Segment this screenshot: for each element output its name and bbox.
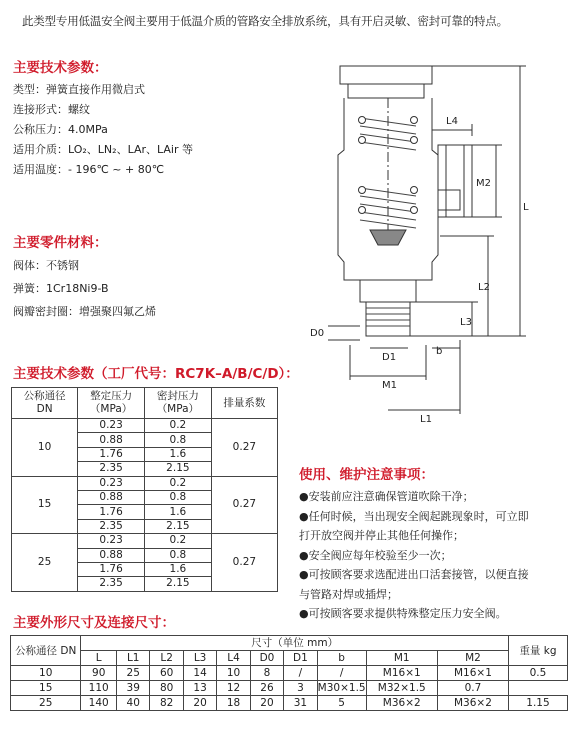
seal-pressure-cell: 0.8 xyxy=(144,490,211,504)
seal-pressure-cell: 0.8 xyxy=(144,548,211,562)
dimension-cell: 39 xyxy=(116,681,149,696)
dimension-col-header: L xyxy=(81,651,117,666)
coefficient-cell: 0.27 xyxy=(211,419,277,477)
seal-pressure-cell: 2.15 xyxy=(144,577,211,591)
dimension-cell: M16×1 xyxy=(366,666,437,681)
dimension-col-header: L2 xyxy=(150,651,183,666)
dn-cell: 25 xyxy=(12,534,78,592)
seal-pressure-cell: 0.8 xyxy=(144,433,211,447)
set-pressure-cell: 2.35 xyxy=(78,519,145,533)
param-line: 适用介质：LO₂、LN₂、LAr、LAir 等 xyxy=(13,143,193,156)
table-row xyxy=(11,696,568,711)
dn-cell: 10 xyxy=(12,419,78,477)
set-pressure-cell: 2.35 xyxy=(78,462,145,476)
dim-M2: M2 xyxy=(476,178,491,189)
seal-pressure-cell: 2.15 xyxy=(144,519,211,533)
note-line: 打开放空阀并停止其他任何操作； xyxy=(299,529,464,542)
dimension-cell: M32×1.5 xyxy=(366,681,437,696)
dimension-cell: 14 xyxy=(183,666,216,681)
table-row xyxy=(12,476,278,490)
notes-title: 使用、维护注意事项： xyxy=(299,467,434,483)
seal-pressure-cell: 0.2 xyxy=(144,419,211,433)
dimension-cell: M36×2 xyxy=(437,696,508,711)
dimension-cell: 140 xyxy=(81,696,117,711)
dim-b: b xyxy=(436,346,443,357)
dimension-cell: 8 xyxy=(250,666,283,681)
dn-cell: 15 xyxy=(12,476,78,534)
dimension-cell: 1.15 xyxy=(508,696,567,711)
dimension-cell: 40 xyxy=(116,696,149,711)
dim-L3: L3 xyxy=(460,317,472,328)
table1-header: 密封压力 （MPa） xyxy=(144,388,211,419)
dimension-cell: M16×1 xyxy=(437,666,508,681)
note-line: 与管路对焊或插焊； xyxy=(299,587,398,601)
dim-L1: L1 xyxy=(420,414,432,425)
table-row xyxy=(11,681,568,696)
seal-pressure-cell: 0.2 xyxy=(144,476,211,490)
dimension-col-header: L3 xyxy=(183,651,216,666)
material-line: 弹簧：1Cr18Ni9-B xyxy=(13,282,109,295)
dimension-cell: 15 xyxy=(11,681,81,696)
table2-title: 主要外形尺寸及连接尺寸： xyxy=(13,615,175,631)
valve-body xyxy=(338,98,460,280)
dimension-cell: 60 xyxy=(150,666,183,681)
note-line: ●安装前应注意确保管道吹除干净； xyxy=(299,490,474,503)
table1-header: 排量系数 xyxy=(211,388,277,419)
set-pressure-cell: 1.76 xyxy=(78,447,145,461)
main-params-section xyxy=(13,56,193,180)
outlet-fitting xyxy=(438,145,472,217)
table-row xyxy=(12,419,278,433)
dimension-col-header: L1 xyxy=(116,651,149,666)
dimension-cell: 80 xyxy=(150,681,183,696)
dimension-col-header: D0 xyxy=(250,651,283,666)
dimension-cell: 10 xyxy=(217,666,250,681)
valve-drawing xyxy=(300,40,570,430)
set-pressure-cell: 0.88 xyxy=(78,490,145,504)
set-pressure-cell: 1.76 xyxy=(78,505,145,519)
dimension-cell: M36×2 xyxy=(366,696,437,711)
intro-text: 此类型专用低温安全阀主要用于低温介质的管路安全排放系统，具有开启灵敏、密封可靠的特点。 xyxy=(22,14,508,28)
coefficient-cell: 0.27 xyxy=(211,476,277,534)
dim-L4: L4 xyxy=(446,116,458,127)
dimension-cell: 20 xyxy=(250,696,283,711)
inlet-thread xyxy=(366,302,410,336)
dimension-col-header: L4 xyxy=(217,651,250,666)
dimension-col-header: b xyxy=(317,651,366,666)
dim-M1: M1 xyxy=(382,380,397,391)
table-row xyxy=(11,666,568,681)
note-line: ●安全阀应每年校验至少一次； xyxy=(299,548,452,562)
dimension-cell: 0.7 xyxy=(437,681,508,696)
param-line: 公称压力：4.0MPa xyxy=(13,123,108,136)
table-row xyxy=(12,534,278,548)
dimension-cell: 25 xyxy=(11,696,81,711)
dim-L: L xyxy=(523,202,529,213)
param-line: 类型：弹簧直接作用微启式 xyxy=(13,83,145,96)
set-pressure-cell: 1.76 xyxy=(78,562,145,576)
dimension-cell: 13 xyxy=(183,681,216,696)
dimension-cell: 90 xyxy=(81,666,117,681)
note-line: ●可按顾客要求提供特殊整定压力安全阀。 xyxy=(299,607,507,620)
materials-title: 主要零件材料： xyxy=(13,235,108,251)
dn-header: 公称通径 DN xyxy=(11,636,81,666)
material-line: 阀体：不锈钢 xyxy=(13,259,79,272)
dimension-cell: 31 xyxy=(284,696,317,711)
weight-header: 重量 kg xyxy=(508,636,567,666)
seal-pressure-cell: 0.2 xyxy=(144,534,211,548)
dim-D0: D0 xyxy=(310,328,325,339)
seal-pressure-cell: 2.15 xyxy=(144,462,211,476)
dimension-col-header: M2 xyxy=(437,651,508,666)
note-line: ●任何时候，当出现安全阀起跳现象时，可立即 xyxy=(299,509,529,523)
dimension-cell: 110 xyxy=(81,681,117,696)
dimension-col-header: D1 xyxy=(284,651,317,666)
dimension-cell: / xyxy=(317,666,366,681)
set-pressure-cell: 0.88 xyxy=(78,433,145,447)
dimension-cell: 20 xyxy=(183,696,216,711)
set-pressure-cell: 0.23 xyxy=(78,476,145,490)
materials-section xyxy=(13,231,156,323)
note-line: ●可按顾客要求选配进出口活套接管，以便直接 xyxy=(299,568,529,581)
dimension-cell: 18 xyxy=(217,696,250,711)
dimension-cell: 10 xyxy=(11,666,81,681)
dimension-cell: 82 xyxy=(150,696,183,711)
table1-title: 主要技术参数（工厂代号：RC7K–A/B/C/D）： xyxy=(13,366,299,382)
notes-section xyxy=(299,463,574,624)
dim-D1: D1 xyxy=(382,352,397,363)
param-line: 适用温度：- 196℃ ~ + 80℃ xyxy=(13,163,165,176)
dimension-header: 尺寸（单位 mm） xyxy=(81,636,509,651)
seal-pressure-cell: 1.6 xyxy=(144,447,211,461)
dimensions-table xyxy=(10,635,568,711)
dimension-cell: M30×1.5 xyxy=(317,682,366,694)
main-params-title: 主要技术参数： xyxy=(13,60,108,76)
params-table xyxy=(11,387,278,592)
param-line: 连接形式：螺纹 xyxy=(13,103,90,116)
dimension-cell: / xyxy=(284,666,317,681)
set-pressure-cell: 0.23 xyxy=(78,534,145,548)
dimension-cell: 26 xyxy=(250,681,283,696)
material-line: 阀瓣密封圈：增强聚四氟乙烯 xyxy=(13,305,156,318)
seal-pressure-cell: 1.6 xyxy=(144,505,211,519)
dimension-cell: 25 xyxy=(116,666,149,681)
dimension-cell: 12 xyxy=(217,681,250,696)
dimension-cell: 0.5 xyxy=(508,666,567,681)
table1-header: 公称通径 DN xyxy=(12,388,78,419)
dim-L2: L2 xyxy=(478,282,490,293)
set-pressure-cell: 0.23 xyxy=(78,419,145,433)
dimension-col-header: M1 xyxy=(366,651,437,666)
coefficient-cell: 0.27 xyxy=(211,534,277,592)
table1-header: 整定压力 （MPa） xyxy=(78,388,145,419)
seal-pressure-cell: 1.6 xyxy=(144,562,211,576)
set-pressure-cell: 2.35 xyxy=(78,577,145,591)
dimension-cell: 5 xyxy=(317,696,366,711)
dimension-cell: 3 xyxy=(284,681,317,696)
set-pressure-cell: 0.88 xyxy=(78,548,145,562)
valve-cap xyxy=(340,66,432,84)
